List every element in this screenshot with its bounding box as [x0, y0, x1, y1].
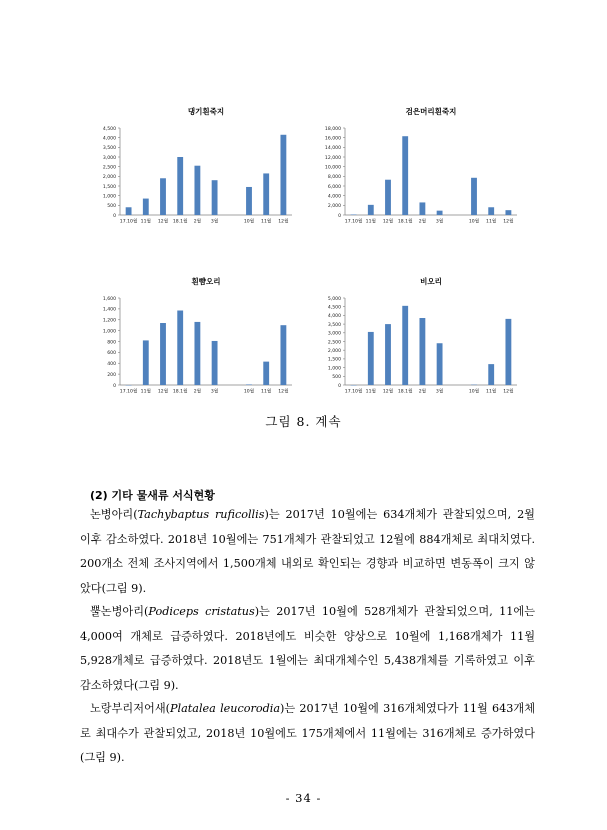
x-tick-label: 12월 — [157, 219, 169, 225]
x-tick-label: 11월 — [261, 389, 272, 395]
y-tick-label: 8,000 — [327, 175, 341, 181]
x-tick-label: 11월 — [261, 219, 272, 225]
scientific-name: Podiceps cristatus — [148, 605, 255, 618]
y-tick-label: 10,000 — [324, 165, 341, 171]
y-tick-label: 3,000 — [327, 331, 341, 337]
x-tick-label: 18.1월 — [397, 389, 413, 395]
chart-bi-ori — [305, 270, 530, 405]
bar — [280, 135, 286, 215]
y-tick-label: 6,000 — [327, 184, 341, 190]
bar — [419, 318, 425, 385]
bar — [212, 341, 218, 385]
chart-title: 흰뺨오리 — [191, 277, 221, 286]
bar — [402, 136, 408, 215]
bar — [471, 178, 477, 215]
bar — [437, 343, 443, 385]
bar — [126, 207, 132, 215]
x-tick-label: 18.1월 — [172, 389, 188, 395]
y-tick-label: 4,500 — [327, 305, 341, 311]
x-tick-label: 17.10월 — [344, 389, 363, 395]
bar — [246, 187, 252, 215]
x-tick-label: 17.10월 — [119, 219, 138, 225]
y-tick-label: 600 — [107, 351, 116, 357]
bar — [194, 166, 200, 215]
x-tick-label: 12월 — [278, 219, 289, 225]
x-tick-label: 12월 — [157, 389, 169, 395]
scientific-name: Tachybaptus ruficollis — [137, 508, 265, 521]
y-tick-label: 800 — [107, 340, 116, 346]
scientific-name: Platalea leucorodia — [170, 702, 280, 715]
figure-caption: 그림 8. 계속 — [265, 414, 342, 429]
y-tick-label: 4,000 — [327, 194, 341, 200]
x-tick-label: 2월 — [193, 389, 202, 395]
chart-svg — [305, 270, 530, 405]
x-tick-label: 11월 — [140, 219, 151, 225]
bar — [505, 210, 511, 215]
x-tick-label: 3월 — [435, 219, 444, 225]
y-tick-label: 4,000 — [102, 136, 116, 142]
y-tick-label: 2,500 — [102, 165, 116, 171]
bar — [505, 319, 511, 385]
x-tick-label: 18.1월 — [172, 219, 188, 225]
section-heading: (2) 기타 물새류 서식현황 — [90, 489, 215, 502]
y-tick-label: 200 — [107, 372, 116, 378]
x-tick-label: 17.10월 — [344, 219, 363, 225]
x-tick-label: 2월 — [418, 389, 427, 395]
bar — [368, 332, 374, 385]
y-tick-label: 4,000 — [327, 314, 341, 320]
bar — [488, 364, 494, 385]
chart-title: 검은머리흰죽지 — [405, 107, 457, 116]
x-tick-label: 12월 — [503, 389, 514, 395]
x-tick-label: 10월 — [468, 389, 480, 395]
y-tick-label: 1,500 — [327, 357, 341, 363]
x-tick-label: 17.10월 — [119, 389, 138, 395]
bar — [177, 157, 183, 215]
x-tick-label: 10월 — [243, 219, 255, 225]
bar — [160, 178, 166, 215]
y-tick-label: 18,000 — [324, 126, 341, 132]
y-tick-label: 1,600 — [102, 296, 116, 302]
bar — [437, 211, 443, 215]
x-tick-label: 3월 — [435, 389, 444, 395]
chart-huinppyam-ori — [80, 270, 305, 405]
y-tick-label: 500 — [107, 204, 116, 210]
x-tick-label: 12월 — [382, 219, 394, 225]
paragraph-text: 뿔논병아리( — [90, 605, 149, 618]
y-tick-label: 1,400 — [102, 307, 116, 313]
y-tick-label: 0 — [338, 213, 341, 219]
y-tick-label: 1,000 — [102, 329, 116, 335]
chart-title: 댕기흰죽지 — [187, 107, 225, 116]
x-tick-label: 18.1월 — [397, 219, 413, 225]
y-tick-label: 3,000 — [102, 155, 116, 161]
y-tick-label: 1,200 — [102, 318, 116, 324]
chart-daenggi-huinjukji — [80, 100, 305, 235]
bar — [385, 180, 391, 215]
bar — [194, 322, 200, 385]
y-tick-label: 2,000 — [327, 204, 341, 210]
bar — [263, 362, 269, 385]
y-tick-label: 2,000 — [327, 349, 341, 354]
y-tick-label: 4,500 — [102, 126, 116, 132]
x-tick-label: 2월 — [193, 219, 202, 225]
paragraph-text: )는 2017년 10월에 528개체가 관찰되었으며, 11에는 4,000여 개체로 급증하였다. 2018년에도 비슷한 양상으로 10월에 1,168개체가 11월 5,928개체로 급증하였다. 2018년도 1월에는 최대개체수인 5,438개체를 기록하였고 이후 감소하였다(그림 9). — [80, 605, 535, 692]
x-tick-label: 11월 — [140, 389, 151, 395]
bar — [143, 340, 149, 385]
bar — [402, 306, 408, 385]
x-tick-label: 12월 — [382, 389, 394, 395]
x-tick-label: 2월 — [418, 219, 427, 225]
x-tick-label: 11월 — [486, 219, 497, 225]
x-tick-label: 3월 — [210, 389, 219, 395]
paragraph-little-grebe — [80, 503, 535, 601]
y-tick-label: 3,500 — [327, 322, 341, 328]
x-tick-label: 10월 — [468, 219, 480, 225]
bar — [143, 199, 149, 215]
x-tick-label: 11월 — [365, 219, 376, 225]
paragraph-text: )는 2017년 10월에 316개체였다가 11월 643개체로 최대수가 관찰되었고, 2018년 10월에도 175개체에서 11월에는 316개체로 증가하였다(그림 9). — [80, 702, 536, 764]
bar — [280, 325, 286, 385]
x-tick-label: 11월 — [486, 389, 497, 395]
y-tick-label: 14,000 — [324, 146, 341, 152]
y-tick-label: 2,000 — [102, 175, 116, 181]
paragraph-text: 노랑부리저어새( — [90, 702, 171, 715]
bar — [488, 207, 494, 215]
x-tick-label: 10월 — [243, 389, 255, 395]
bar — [212, 180, 218, 215]
chart-svg — [80, 100, 305, 235]
y-tick-label: 1,000 — [102, 194, 116, 200]
y-tick-label: 0 — [113, 383, 116, 389]
y-tick-label: 5,000 — [327, 296, 341, 302]
y-tick-label: 0 — [113, 213, 116, 219]
bar — [263, 173, 269, 215]
chart-svg — [80, 270, 305, 405]
chart-geomeunmeori-huinjukji — [305, 100, 530, 235]
y-tick-label: 1,500 — [102, 184, 116, 190]
y-tick-label: 1,000 — [327, 366, 341, 372]
y-tick-label: 400 — [107, 362, 116, 368]
paragraph-eurasian-spoonbill — [80, 697, 535, 771]
y-tick-label: 500 — [332, 375, 341, 381]
y-tick-label: 3,500 — [102, 146, 116, 152]
bar — [385, 324, 391, 385]
bar — [368, 205, 374, 215]
x-tick-label: 11월 — [365, 389, 376, 395]
chart-title: 비오리 — [420, 277, 442, 286]
page-number: - 34 - — [285, 791, 322, 805]
chart-svg — [305, 100, 530, 235]
paragraph-great-crested-grebe — [80, 600, 535, 698]
y-tick-label: 16,000 — [324, 136, 341, 142]
x-tick-label: 12월 — [278, 389, 289, 395]
x-tick-label: 3월 — [210, 219, 219, 225]
y-tick-label: 2,500 — [327, 340, 341, 346]
y-tick-label: 12,000 — [324, 155, 341, 161]
paragraph-text: )는 2017년 10월에는 634개체가 관찰되었으며, 2월 이후 감소하였다. 2018년 10월에는 751개체가 관찰되었고 12월에 884개체로 최대치였다. 200개소 전체 조사지역에서 1,500개체 내외로 확인되는 경향과 비교하면 변동폭이 크지 않았다(그림 9). — [80, 508, 535, 595]
bar — [160, 323, 166, 385]
bar — [177, 311, 183, 385]
bar — [246, 384, 252, 385]
bar — [419, 202, 425, 215]
x-tick-label: 12월 — [503, 219, 514, 225]
paragraph-text: 논병아리( — [90, 508, 138, 521]
y-tick-label: 0 — [338, 383, 341, 389]
